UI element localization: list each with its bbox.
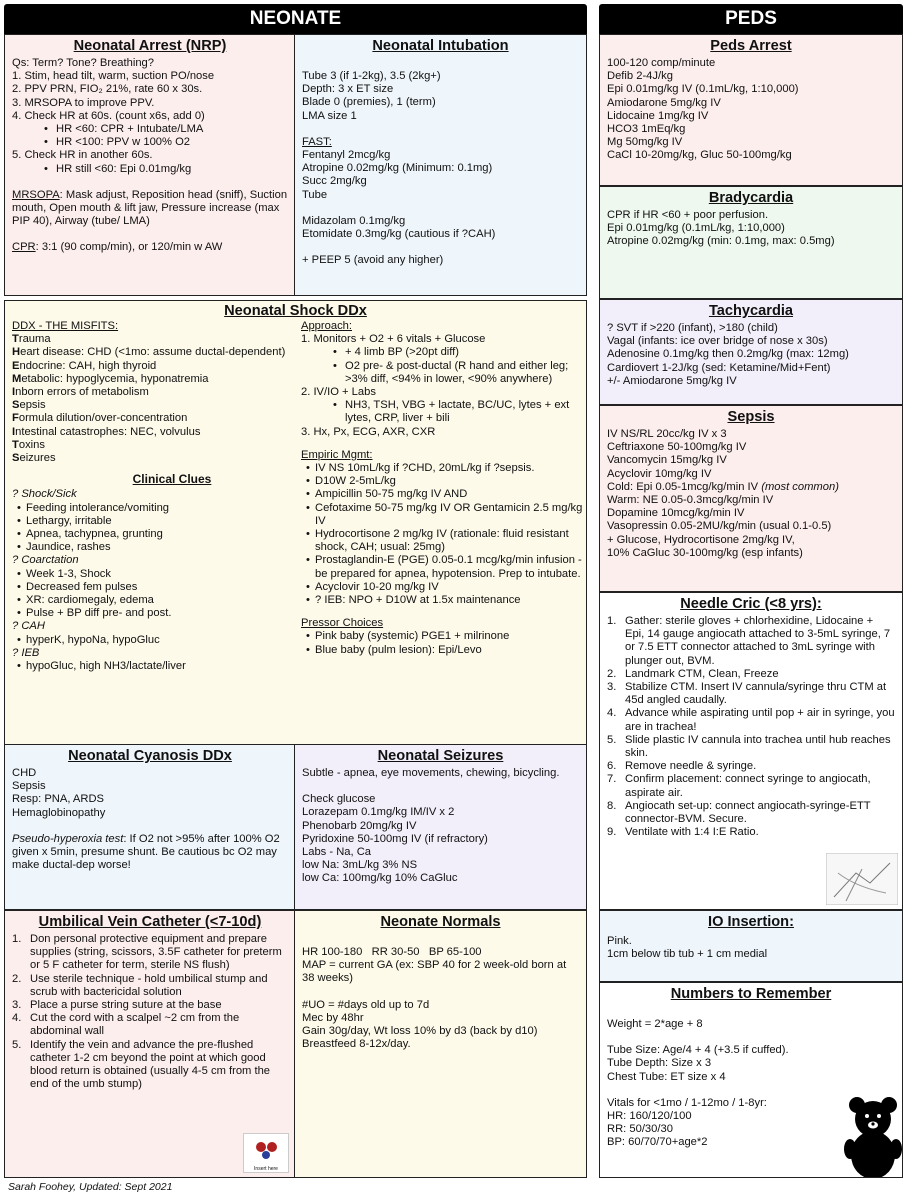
text-line: low Na: 3mL/kg 3% NS [302,859,418,872]
text-line: Succ 2mg/kg [302,175,367,188]
text-line: Sepsis [12,780,46,793]
list-item: • IV NS 10mL/kg if ?CHD, 20mL/kg if ?sepsis. [301,462,583,475]
cric-steps [607,615,895,839]
text-line: 1cm below tib tub + 1 cm medial [607,948,768,961]
list-item: • hypoGluc, high NH3/lactate/liver [12,660,292,673]
step-item: 6. Remove needle & syringe. [607,760,757,773]
text-line: Vancomycin 15mg/kg IV [607,454,727,467]
misfit-letter: S [12,452,20,465]
sepsis-section [599,405,903,592]
text-line: HR: 160/120/100 [607,1110,692,1123]
list-item: • D10W 2-5mL/kg [301,475,583,488]
text-line: Amiodarone 5mg/kg IV [607,96,721,109]
text-line: IV NS/RL 20cc/kg IV x 3 [607,428,727,440]
section-title: Neonatal Cyanosis DDx [68,748,232,764]
text-line: Pyridoxine 50-100mg IV (if refractory) [302,832,488,845]
clinical-clues-title: Clinical Clues [132,472,212,487]
step-text: Landmark CTM, Clean, Freeze [625,667,779,680]
step-item: 5. Identify the vein and advance the pre-flushed catheter 1-2 cm beyond the point at which good blood return is obtained (usually 4-5 cm from the end of the umb stump) [12,1038,271,1091]
peds-header: PEDS [599,4,903,34]
list-item: • Lethargy, irritable [12,515,292,528]
cpr-body: : 3:1 (90 comp/min), or 120/min w AW [35,241,223,254]
list-item: • Pink baby (systemic) PGE1 + milrinone [301,630,583,643]
text-line: Vasopressin 0.05-2MU/kg/min (usual 0.1-0.5) [607,520,832,533]
text-line: Resp: PNA, ARDS [12,793,105,806]
ddx-label: DDX - THE MISFITS: [12,320,119,332]
clue-heading: ? CAH [12,620,45,633]
section-title: Neonatal Seizures [377,748,504,764]
text-line: Tube 3 (if 1-2kg), 3.5 (2kg+) [302,70,441,82]
text-line: Vagal (infants: ice over bridge of nose x 30s) [607,335,828,348]
misfit-text: rauma [18,333,51,346]
step-text: Identify the vein and advance the pre-flushed catheter 1-2 cm beyond the point at which good blood return is obtained (usually 4-5 cm from the end of the umb stump) [30,1038,271,1091]
list-item: • ? IEB: NPO + D10W at 1.5x maintenance [301,594,583,607]
text-line: Atropine 0.02mg/kg (min: 0.1mg, max: 0.5mg) [607,235,835,248]
text-line: Lidocaine 1mg/kg IV [607,109,709,122]
needle-cric-section [599,592,903,910]
hr-bullets [12,123,288,149]
text-line: Epi 0.01mg/kg IV (0.1mL/kg, 1:10,000) [607,83,799,96]
text-line: Qs: Term? Tone? Breathing? [12,57,154,69]
step-item: 4. Advance while aspirating until pop + air in syringe, you are in trachea! [607,707,895,733]
text-line: Fentanyl 2mcg/kg [302,149,391,162]
list-item: • Feeding intolerance/vomiting [12,502,292,515]
text-line: Adenosine 0.1mg/kg then 0.2mg/kg (max: 12mg) [607,348,849,361]
misfit-letter: T [12,438,19,451]
mrsopa-text [12,189,288,229]
text-line: LMA size 1 [302,109,357,122]
text-line: MAP = current GA (ex: SBP 40 for 2 week-old born at 38 weeks) [302,959,567,985]
text-line: Depth: 3 x ET size [302,83,394,96]
author-signature: Sarah Foohey, Updated: Sept 2021 [8,1181,173,1193]
step-text: Ventilate with 1:4 I:E Ratio. [625,826,759,839]
text-line: Mec by 48hr [302,1011,364,1024]
teddy-bear-icon [844,1095,902,1177]
step-item: 9. Ventilate with 1:4 I:E Ratio. [607,826,759,839]
text-line: RR: 50/30/30 [607,1123,673,1136]
list-item: • NH3, TSH, VBG + lactate, BC/UC, lytes + ext lytes, CRP, liver + bili [301,399,583,425]
hr-bullets [12,163,288,176]
section-title: Bradycardia [708,190,794,206]
text-line: Gain 30g/day, Wt loss 10% by d3 (back by d10) [302,1025,538,1038]
text-line: Lorazepam 0.1mg/kg IM/IV x 2 [302,806,455,819]
text-line: Pink. [607,935,632,947]
step-text: Place a purse string suture at the base [30,999,222,1012]
list-item: • HR still <60: Epi 0.01mg/kg [12,163,288,176]
section-title: Peds Arrest [710,38,792,54]
text-line: Labs - Na, Ca [302,846,372,859]
neonatal-shock-section [4,300,587,746]
peds-arrest-lines [607,57,895,163]
list-item: • Cefotaxime 50-75 mg/kg IV OR Gentamicin 2.5 mg/kg IV [301,502,583,528]
empiric-label: Empiric Mgmt: [301,448,373,461]
neonatal-arrest-section [4,34,296,296]
text-line: Etomidate 0.3mg/kg (cautious if ?CAH) [302,228,496,241]
section-title: Umbilical Vein Catheter (<7-10d) [38,914,262,930]
clinical-clues-list [12,488,292,673]
text-line: Atropine 0.02mg/kg (Minimum: 0.1mg) [302,162,493,175]
text-line: Weight = 2*age + 8 [607,1018,703,1030]
cpr-label: CPR [12,241,36,254]
misfit-text: epsis [19,399,46,412]
text-line: Tube Depth: Size x 3 [607,1057,712,1070]
section-title: Neonatal Intubation [372,38,509,54]
misfit-text: nborn errors of metabolism [15,386,149,399]
misfit-text: oxins [18,438,45,451]
list-item: • O2 pre- & post-ductal (R hand and either leg; >3% diff, <94% in lower, <90% anywhere) [301,360,583,386]
text-line: CPR if HR <60 + poor perfusion. [607,209,769,221]
approach-bullets [301,346,583,386]
step-item: 2. Landmark CTM, Clean, Freeze [607,667,779,680]
misfit-letter: E [12,359,20,372]
step-item: 1. Don personal protective equipment and prepare supplies (string, scissors, 3.5F catheter for preterm or 5 F catheter for term, sterile NS flush) [12,933,282,972]
text-line: Breastfeed 8-12x/day. [302,1038,411,1051]
text-line: 10% CaGluc 30-100mg/kg (esp infants) [607,546,803,559]
step-text: Remove needle & syringe. [625,760,757,773]
list-item: • Hydrocortisone 2 mg/kg IV (rationale: fluid resistant shock, CAH; usual: 25mg) [301,528,583,554]
step-item: 3. Place a purse string suture at the base [12,999,222,1012]
list-item: • HR <60: CPR + Intubate/LMA [12,123,288,136]
text-line: BP: 60/70/70+age*2 [607,1136,708,1149]
pressor-list [301,630,583,656]
section-title: IO Insertion: [708,914,794,930]
step-text: Angiocath set-up: connect angiocath-syringe-ETT connector-BVM. Secure. [625,799,871,826]
misfit-item [12,360,292,373]
illustration-caption: Insert here [254,1166,278,1173]
text-line: 3. MRSOPA to improve PPV. [12,96,155,109]
section-title: Neonate Normals [380,914,501,930]
cpr-text [12,241,288,254]
text-line: Acyclovir 10mg/kg IV [607,467,712,480]
misfit-item [12,439,292,452]
section-title: Neonatal Shock DDx [224,303,367,319]
uvc-steps [12,933,288,1091]
misfit-letter: T [12,333,19,346]
misfit-letter: I [12,425,16,438]
text-line: Ceftriaxone 50-100mg/kg IV [607,441,747,454]
list-item: • Jaundice, rashes [12,541,292,554]
pressor-label: Pressor Choices [301,617,384,630]
misfit-text: etabolic: hypoglycemia, hyponatremia [21,372,209,385]
cold-text: Cold: Epi 0.05-1mcg/kg/min IV [607,480,762,493]
approach-label: Approach: [301,320,352,332]
uvc-section [4,910,296,1178]
clue-list [12,634,292,647]
list-item: • Blue baby (pulm lesion): Epi/Levo [301,644,583,657]
numbers-section [599,982,903,1178]
cold-note: (most common) [761,480,839,493]
text-line: Defib 2-4J/kg [607,70,673,83]
text-line: 1. Stim, head tilt, warm, suction PO/nose [12,70,215,83]
text-line: Phenobarb 20mg/kg IV [302,819,417,832]
clue-list [12,502,292,555]
list-item: • HR <100: PPV w 100% O2 [12,136,288,149]
misfit-text: eart disease: CHD (<1mo: assume ductal-dependent) [20,346,286,359]
misfits-list [12,333,292,465]
step-item: 7. Confirm placement: connect syringe to angiocath, aspirate air. [607,773,871,799]
text-line: ? SVT if >220 (infant), >180 (child) [607,322,778,334]
section-title: Numbers to Remember [670,986,832,1002]
list-item: • + 4 limb BP (>20pt diff) [301,346,583,359]
text-line: Chest Tube: ET size x 4 [607,1070,726,1083]
step-text: Confirm placement: connect syringe to angiocath, aspirate air. [625,773,871,799]
tachycardia-section [599,299,903,405]
text-line: Tube [302,188,328,201]
text-line: Mg 50mg/kg IV [607,136,683,149]
step-item: 4. Cut the cord with a scalpel ~2 cm from the abdominal wall [12,1012,240,1038]
text-line: HR 100-180 RR 30-50 BP 65-100 [302,946,482,958]
section-title: Neonatal Arrest (NRP) [73,38,227,54]
hyperoxia-label: Pseudo-hyperoxia test [12,832,124,845]
approach-bullets [301,399,583,425]
clue-list [12,568,292,621]
text-line: CHD [12,767,37,779]
step-text: Stabilize CTM. Insert IV cannula/syringe thru CTM at 45d angled caudally. [625,681,887,707]
neonatal-seizures-section [294,744,587,910]
neonate-header: NEONATE [4,4,587,34]
text-line: 3. Hx, Px, ECG, AXR, CXR [301,425,436,438]
text-line: + Glucose, Hydrocortisone 2mg/kg IV, [607,533,795,546]
text-line: 4. Check HR at 60s. (count x6s, add 0) [12,109,205,122]
text-line: low Ca: 100mg/kg 10% CaGluc [302,872,458,885]
text-line: Hemaglobinopathy [12,806,106,819]
step-item: 5. Slide plastic IV cannula into trachea until hub reaches skin. [607,733,891,760]
list-item: • Acyclovir 10-20 mg/kg IV [301,581,583,594]
text-line: 2. PPV PRN, FIO₂ 21%, rate 60 x 30s. [12,83,203,96]
section-title: Needle Cric (<8 yrs): [680,596,822,612]
misfit-letter: M [12,372,22,385]
bradycardia-section [599,186,903,299]
step-item: 2. Use sterile technique - hold umbilical stump and scrub with bactericidal solution [12,972,268,998]
text-line: Dopamine 10mcg/kg/min IV [607,507,745,520]
step-text: Slide plastic IV cannula into trachea until hub reaches skin. [625,733,891,760]
step-item: 3. Stabilize CTM. Insert IV cannula/syringe thru CTM at 45d angled caudally. [607,681,887,707]
misfit-text: ndocrine: CAH, high thyroid [19,359,157,372]
neonatal-cyanosis-section [4,744,296,910]
list-item: • Apnea, tachypnea, grunting [12,528,292,541]
neonatal-intubation-section [294,34,587,296]
fast-label: FAST: [302,135,332,148]
misfit-item [12,412,292,425]
text-line: HCO3 1mEq/kg [607,123,686,136]
io-insertion-section [599,910,903,982]
text-line: 1. Monitors + O2 + 6 vitals + Glucose [301,333,486,346]
text-line: 100-120 comp/minute [607,57,716,69]
neonate-normals-section [294,910,587,1178]
text-line: +/- Amiodarone 5mg/kg IV [607,374,737,387]
text-line: 2. IV/IO + Labs [301,386,376,399]
misfit-item [12,333,292,346]
misfit-item [12,452,292,465]
text-line: Subtle - apnea, eye movements, chewing, bicycling. [302,767,560,779]
text-line: Tube Size: Age/4 + 4 (+3.5 if cuffed). [607,1044,789,1057]
text-line: CaCl 10-20mg/kg, Gluc 50-100mg/kg [607,149,792,162]
section-title: Sepsis [727,409,775,425]
text-line: #UO = #days old up to 7d [302,998,430,1011]
text-line: Blade 0 (premies), 1 (term) [302,96,436,109]
misfit-item [12,386,292,399]
mrsopa-body: : Mask adjust, Reposition head (sniff), Suction mouth, Open mouth & lift jaw, Pressure increase (max PIP 40), Airway (tube/ LMA) [12,188,288,228]
misfit-text: ormula dilution/over-concentration [18,412,188,425]
text-line: Midazolam 0.1mg/kg [302,214,406,227]
step-text: Don personal protective equipment and prepare supplies (string, scissors, 3.5F catheter for preterm or 5 F catheter for term, sterile NS flush) [30,933,282,972]
misfit-item [12,399,292,412]
step-text: Cut the cord with a scalpel ~2 cm from the abdominal wall [30,1012,240,1038]
misfit-letter: S [12,399,20,412]
misfit-letter: H [12,346,21,359]
step-item: 8. Angiocath set-up: connect angiocath-syringe-ETT connector-BVM. Secure. [607,799,871,826]
text-line: Check glucose [302,793,376,806]
clue-heading: ? Shock/Sick [12,488,77,501]
mrsopa-label: MRSOPA [12,188,60,201]
list-item: • Pulse + BP diff pre- and post. [12,607,292,620]
misfit-letter: F [12,412,19,425]
text-line: Vitals for <1mo / 1-12mo / 1-8yr: [607,1096,767,1109]
text-line: 5. Check HR in another 60s. [12,149,153,162]
umbilical-diagram-icon [244,1134,288,1162]
list-item: • Prostaglandin-E (PGE) 0.05-0.1 mcg/kg/min infusion - be prepared for apnea, hypotension. Prep to intubate. [301,554,583,580]
clue-heading: ? IEB [12,646,40,659]
step-text: Gather: sterile gloves + chlorhexidine, Lidocaine + Epi, 14 gauge angiocath attached to 3-5mL syringe, 7 or 7.5 ETT connector attached to 3mL syringe with plunger out, BVM. [625,615,891,667]
misfit-text: ntestinal catastrophes: NEC, volvulus [15,425,201,438]
misfit-letter: I [12,386,16,399]
list-item: • hyperK, hypoNa, hypoGluc [12,634,292,647]
text-line [607,481,895,494]
step-item: 1. Gather: sterile gloves + chlorhexidine, Lidocaine + Epi, 14 gauge angiocath attached to 3-5mL syringe, 7 or 7.5 ETT connector attached to 3mL syringe with plunger out, BVM. [607,615,891,667]
empiric-list [301,462,583,607]
step-text: Use sterile technique - hold umbilical stump and scrub with bactericidal solution [30,972,268,998]
misfit-item [12,373,292,386]
list-item: • Decreased fem pulses [12,581,292,594]
hyperoxia-body: : If O2 not >95% after 100% O2 given x 5min, presume shunt. Be cautious bc O2 may make ductal-dep worse! [12,832,280,872]
misfit-text: eizures [19,452,56,465]
text-line: Cardiovert 1-2J/kg (sed: Ketamine/Mid+Fent) [607,361,831,374]
step-text: Advance while aspirating until pop + air in syringe, you are in trachea! [625,707,895,733]
text-line: + PEEP 5 (avoid any higher) [302,254,444,267]
neck-anatomy-icon [826,853,898,905]
peds-arrest-section [599,34,903,186]
clue-list [12,660,292,673]
list-item: • Ampicillin 50-75 mg/kg IV AND [301,488,583,501]
list-item: • XR: cardiomegaly, edema [12,594,292,607]
list-item: • Week 1-3, Shock [12,568,292,581]
uvc-illustration [243,1133,289,1173]
misfit-item [12,426,292,439]
text-line: Warm: NE 0.05-0.3mcg/kg/min IV [607,494,774,507]
text-line: Epi 0.01mg/kg (0.1mL/kg, 1:10,000) [607,222,785,235]
misfit-item [12,346,292,359]
clue-heading: ? Coarctation [12,554,79,567]
hyperoxia-text [12,833,288,873]
section-title: Tachycardia [708,303,794,319]
